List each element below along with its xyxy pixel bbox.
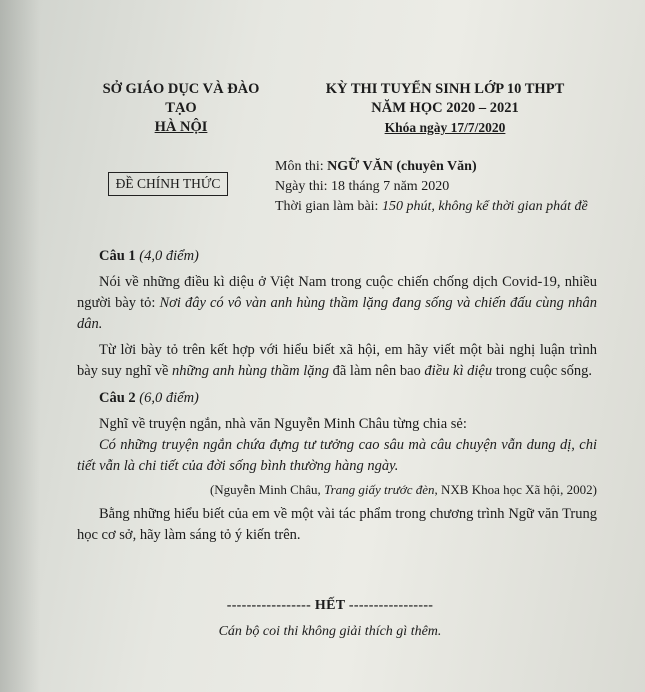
- q1-p2-italic2: điều kì diệu: [424, 363, 493, 379]
- official-exam-stamp: ĐỀ CHÍNH THỨC: [108, 172, 228, 196]
- q1-p1-quote: Nơi đây có vô vàn anh hùng thầm lặng đang sống và chiến đấu cùng nhân dân.: [77, 295, 597, 332]
- q1-p2-italic: những anh hùng thầm lặng: [172, 363, 329, 379]
- school-year: NĂM HỌC 2020 – 2021: [371, 100, 519, 116]
- exam-title: KỲ THI TUYỂN SINH LỚP 10 THPT: [325, 81, 565, 97]
- question-1-label: Câu 1: [99, 248, 140, 264]
- proctor-note: Cán bộ coi thi không giải thích gì thêm.: [218, 624, 442, 639]
- exam-date: Khóa ngày 17/7/2020: [384, 120, 506, 135]
- cite-book: Trang giấy trước đèn: [324, 482, 435, 497]
- question-2-task: Bằng những hiểu biết của em về một vài tác phẩm trong chương trình Ngữ văn Trung học cơ sở, hãy làm sáng tỏ ý kiến trên.: [77, 506, 597, 543]
- page-shadow: [0, 0, 40, 692]
- q1-p1-text: Nói về những điều kì diệu ở Việt Nam trong cuộc chiến chống dịch Covid-19, nhiều người bày tỏ:: [77, 274, 597, 311]
- department-name: SỞ GIÁO DỤC VÀ ĐÀO TẠO: [102, 81, 260, 116]
- question-2-title: [99, 388, 597, 409]
- q1-p2-text: Từ lời bày tỏ trên kết hợp với hiểu biết xã hội, em hãy viết một bài nghị luận trình bày suy nghĩ về: [77, 342, 597, 379]
- time-value: 150 phút, không kể thời gian phát đề: [381, 199, 588, 214]
- cite-publisher: , NXB Khoa học Xã hội, 2002): [434, 482, 597, 497]
- q1-p2-end: trong cuộc sống.: [492, 363, 592, 379]
- question-1-paragraph-2: [77, 340, 597, 382]
- question-2-label: Câu 2: [99, 390, 140, 406]
- subject-value: NGỮ VĂN (chuyên Văn): [327, 159, 477, 174]
- subject-label: Môn thi:: [275, 159, 328, 174]
- question-1-paragraph-1: [77, 272, 597, 335]
- question-2-points: (6,0 điểm): [139, 390, 199, 406]
- question-2-intro: Nghĩ về truyện ngắn, nhà văn Nguyễn Minh Châu từng chia sẻ:: [99, 416, 467, 432]
- exam-date-line: Ngày thi: 18 tháng 7 năm 2020: [275, 179, 450, 194]
- time-label: Thời gian làm bài:: [275, 199, 382, 214]
- cite-author: (Nguyễn Minh Châu,: [209, 482, 325, 497]
- q1-p2-mid: đã làm nên bao: [328, 363, 425, 379]
- exam-header: [325, 80, 565, 138]
- department-city: HÀ NỘI: [154, 119, 208, 135]
- question-1-title: [99, 246, 597, 267]
- question-2-citation: [77, 479, 597, 500]
- question-2-quote: Có những truyện ngắn chứa đựng tư tưởng cao sâu mà câu chuyện vẫn dung dị, chi tiết vẫn là chi tiết của đời sống bình thường hàng ngày.: [77, 437, 597, 474]
- end-mark: ----------------- HẾT -----------------: [226, 598, 434, 613]
- exam-info: [275, 157, 588, 217]
- exam-body: [77, 246, 597, 546]
- question-1-points: (4,0 điểm): [139, 248, 199, 264]
- department-header: [86, 80, 276, 137]
